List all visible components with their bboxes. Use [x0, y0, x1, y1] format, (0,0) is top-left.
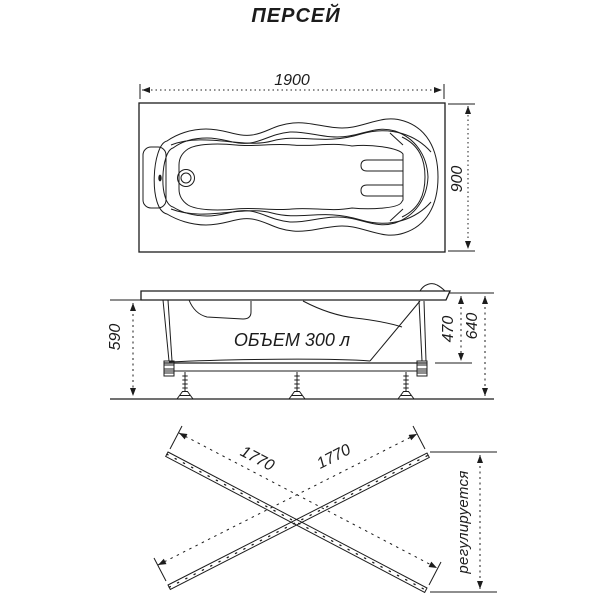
dim-1770-right-label: 1770 [314, 441, 354, 473]
basin-outline [179, 144, 403, 210]
dim-470-label: 470 [440, 315, 457, 343]
right-post-inner [424, 301, 426, 361]
dim-590-label: 590 [107, 323, 124, 351]
dim-adjustable [430, 452, 497, 592]
adjustable-feet [177, 372, 414, 399]
skirt-diagonal [370, 301, 420, 361]
drain-circle-inner [181, 173, 191, 183]
support-frame [164, 361, 427, 376]
rail-ascending-holes [169, 455, 428, 587]
rim-outer-contour [154, 119, 438, 235]
drain-circle-outer [178, 170, 195, 187]
right-post-outer [419, 301, 422, 361]
foot-icon [289, 372, 305, 399]
dim-rail-descending [170, 426, 441, 585]
rim-curl [420, 284, 445, 291]
dim-width [448, 104, 475, 251]
foot-icon [177, 372, 193, 399]
volume-label: ОБЪЕМ 300 л [233, 330, 351, 350]
dim-adjustable-label: регулируется [455, 470, 472, 574]
page-title: ПЕРСЕЙ [251, 5, 341, 27]
frame-view [154, 426, 497, 592]
headrest-profile [189, 300, 251, 319]
rim-inner-contour [163, 129, 428, 225]
rim-wave-bottom [171, 202, 431, 223]
side-view [107, 284, 494, 399]
foot-icon [398, 372, 414, 399]
tub-outer-rect [139, 103, 445, 252]
dim-640-label: 640 [464, 312, 481, 340]
dim-length [140, 72, 444, 99]
tub-bottom-line [169, 359, 370, 362]
top-view [139, 72, 475, 252]
cap-threads [164, 365, 427, 373]
dim-overall-height [107, 300, 159, 396]
seat-slot-top [361, 160, 403, 171]
dim-width-label: 900 [449, 165, 466, 193]
rim-profile [141, 291, 450, 300]
rail-descending-holes [167, 454, 426, 590]
dim-1770-right-line [158, 434, 417, 565]
dim-depths [435, 293, 494, 396]
dim-length-label: 1900 [274, 72, 310, 89]
overflow-mark [158, 175, 161, 182]
chamfer-top [390, 133, 403, 145]
seat-profile [303, 301, 402, 327]
chamfer-bottom [390, 209, 403, 221]
foot-end-arc [402, 137, 425, 217]
dim-1770-left-label: 1770 [237, 443, 277, 475]
seat-slot-bottom [361, 185, 403, 196]
dim-rail-ascending [154, 426, 425, 581]
dim-1770-left-line [179, 433, 437, 568]
